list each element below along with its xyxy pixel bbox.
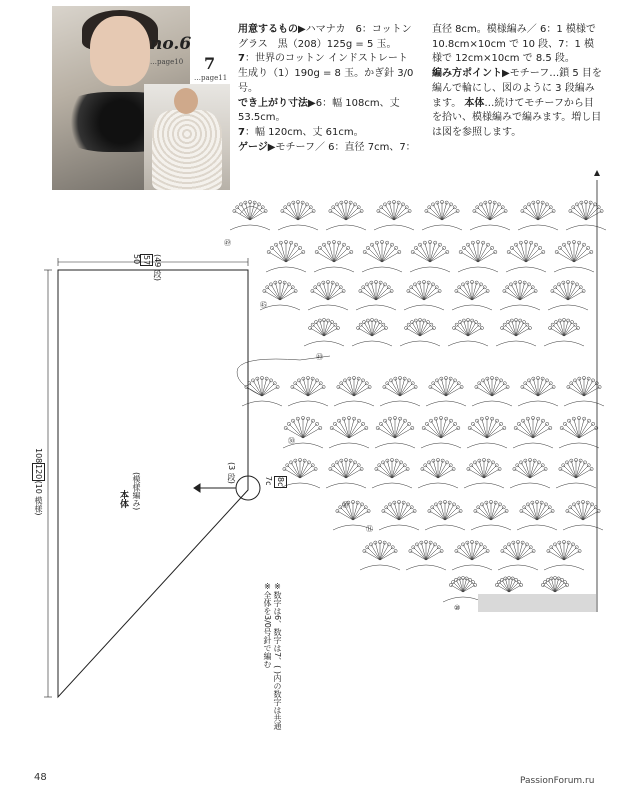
picot bbox=[582, 243, 585, 246]
picot bbox=[438, 243, 441, 246]
chain-loop bbox=[375, 443, 415, 448]
footnote-hook: ※全体を3/0号針で編む bbox=[263, 582, 272, 668]
chain-loop bbox=[452, 305, 492, 310]
picot bbox=[274, 243, 277, 246]
picot bbox=[597, 509, 600, 512]
size-label: でき上がり寸法▶ bbox=[238, 97, 316, 109]
chain-loop bbox=[326, 483, 366, 488]
chain-loop bbox=[443, 597, 483, 602]
picot bbox=[587, 377, 590, 380]
picot bbox=[318, 246, 321, 249]
picot bbox=[524, 206, 527, 209]
site-watermark: PassionForum.ru bbox=[520, 776, 595, 786]
chain-loop bbox=[510, 483, 550, 488]
chain-loop bbox=[513, 443, 553, 448]
materials-text: ハマナカ 6：コットングラス 黒（208）125g = 5 玉。 bbox=[238, 24, 412, 50]
picot bbox=[462, 246, 465, 249]
motif-size-label-7 bbox=[276, 476, 285, 488]
picot bbox=[380, 206, 383, 209]
picot bbox=[541, 201, 544, 204]
left-height-6: 108 bbox=[34, 448, 43, 464]
picot bbox=[532, 549, 535, 552]
picot bbox=[562, 243, 565, 246]
row-marker: ⑪ bbox=[366, 525, 373, 533]
picot bbox=[244, 201, 247, 204]
page-number: 48 bbox=[34, 772, 47, 783]
gauge-text: モチーフ／ 6：直径 7cm、7： bbox=[275, 141, 416, 153]
size-text-7: ：幅 120cm、丈 61cm。 bbox=[244, 126, 364, 138]
chain-loop bbox=[288, 401, 328, 406]
motif-size-6: 7c bbox=[264, 476, 273, 486]
body-label: 本体 bbox=[118, 490, 128, 508]
chain-loop bbox=[452, 565, 492, 570]
top-width-6: 50 bbox=[132, 254, 141, 265]
left-height-rows: (10 模様) bbox=[34, 480, 43, 516]
picot bbox=[514, 243, 517, 246]
size-text-6: 6：幅 108cm、丈 53.5cm。 bbox=[238, 97, 400, 124]
left-height-label bbox=[33, 448, 44, 516]
chain-loop bbox=[400, 341, 440, 346]
chain-loop bbox=[425, 525, 465, 530]
chain-loop bbox=[544, 565, 584, 570]
points-body-text: …続けてモチーフから目を拾い、模様編みで編みます。増し目は図を参照します。 bbox=[432, 97, 602, 138]
picot bbox=[533, 459, 536, 462]
chain-loop bbox=[266, 267, 306, 272]
left-height-7: 120 bbox=[34, 464, 43, 480]
chain-loop bbox=[518, 225, 558, 230]
picot bbox=[575, 203, 578, 206]
picot bbox=[305, 203, 308, 206]
chain-loop bbox=[362, 267, 402, 272]
picot bbox=[405, 206, 408, 209]
page-ref-11: …page11 bbox=[194, 74, 228, 82]
picot bbox=[357, 206, 360, 209]
chain-loop bbox=[422, 225, 462, 230]
picot bbox=[540, 501, 543, 504]
pattern-number-6: no.6 bbox=[150, 34, 192, 54]
chain-loop bbox=[548, 305, 588, 310]
materials-label: 用意するもの▶ bbox=[238, 24, 306, 35]
picot bbox=[353, 203, 356, 206]
chain-loop bbox=[471, 525, 511, 530]
picot bbox=[418, 243, 421, 246]
chain-loop bbox=[278, 225, 318, 230]
chain-loop bbox=[559, 443, 599, 448]
footnote-numbers: ※数字は6、数字は7、( )内の数字は共通 bbox=[273, 582, 282, 730]
picot bbox=[542, 250, 545, 253]
chain-loop bbox=[230, 225, 270, 230]
picot bbox=[335, 203, 338, 206]
picot bbox=[370, 243, 373, 246]
picot bbox=[600, 209, 603, 212]
picot bbox=[593, 203, 596, 206]
picot bbox=[257, 203, 260, 206]
picot bbox=[527, 203, 530, 206]
picot bbox=[590, 250, 593, 253]
picot bbox=[587, 246, 590, 249]
picot bbox=[486, 243, 489, 246]
chain-loop bbox=[448, 341, 488, 346]
row-marker: ㊾ bbox=[224, 239, 231, 247]
picot bbox=[552, 209, 555, 212]
size-label-7: 7 bbox=[238, 126, 245, 138]
picot bbox=[366, 246, 369, 249]
row-marker: ㉚ bbox=[288, 437, 295, 445]
picot bbox=[390, 243, 393, 246]
picot bbox=[534, 289, 537, 292]
points-label: 編み方ポイント▶ bbox=[432, 68, 510, 80]
picot bbox=[528, 326, 531, 329]
motif-size-label bbox=[264, 476, 273, 486]
picot bbox=[347, 246, 350, 249]
picot bbox=[557, 577, 560, 580]
top-rows-label: (49 段) bbox=[153, 254, 162, 281]
picot bbox=[332, 206, 335, 209]
picot bbox=[395, 246, 398, 249]
row-marker: ㊵ bbox=[316, 353, 323, 361]
chain-loop bbox=[517, 525, 557, 530]
picot bbox=[578, 549, 581, 552]
chain-loop bbox=[518, 401, 558, 406]
chain-loop bbox=[566, 225, 606, 230]
chain-loop bbox=[352, 341, 392, 346]
chain-loop bbox=[500, 305, 540, 310]
picot bbox=[239, 203, 242, 206]
picot bbox=[582, 289, 585, 292]
picot bbox=[476, 206, 479, 209]
picot bbox=[590, 467, 593, 470]
materials-text-7: ：世界のコットン インドストレート 生成り（1）190g = 8 玉。かぎ針 3/0 号。 bbox=[238, 53, 418, 94]
picot bbox=[497, 203, 500, 206]
motif-rows-label: (3 段) bbox=[227, 462, 236, 484]
picot bbox=[491, 246, 494, 249]
picot bbox=[597, 206, 600, 209]
chain-loop bbox=[334, 401, 374, 406]
chain-loop bbox=[418, 483, 458, 488]
picot bbox=[401, 203, 404, 206]
chain-loop bbox=[360, 565, 400, 570]
picot bbox=[534, 243, 537, 246]
chain-loop bbox=[498, 565, 538, 570]
chain-loop bbox=[356, 305, 396, 310]
picot bbox=[552, 385, 555, 388]
chain-loop bbox=[404, 305, 444, 310]
stitch-chart bbox=[230, 200, 606, 602]
chain-loop bbox=[472, 401, 512, 406]
pattern-number-7: 7 bbox=[204, 54, 216, 73]
chain-loop bbox=[410, 267, 450, 272]
chain-loop bbox=[464, 483, 504, 488]
chain-loop bbox=[380, 401, 420, 406]
picot bbox=[449, 203, 452, 206]
picot bbox=[549, 206, 552, 209]
chain-loop bbox=[544, 341, 584, 346]
picot bbox=[414, 246, 417, 249]
picot bbox=[595, 426, 598, 429]
chain-loop bbox=[326, 225, 366, 230]
picot bbox=[598, 385, 601, 388]
picot bbox=[342, 243, 345, 246]
body-sublabel: (模様編み) bbox=[132, 472, 141, 511]
motif-size-7: 8c bbox=[276, 477, 285, 487]
picot bbox=[236, 206, 239, 209]
picot bbox=[586, 501, 589, 504]
chain-loop bbox=[421, 443, 461, 448]
picot bbox=[270, 246, 273, 249]
picot bbox=[544, 467, 547, 470]
picot bbox=[566, 583, 569, 586]
chain-loop bbox=[426, 401, 466, 406]
points-text: モチーフ…鎖 5 目を編んで輪にし、図のように 3 段編みます。 bbox=[432, 68, 602, 109]
chain-loop bbox=[506, 267, 546, 272]
chain-loop bbox=[564, 401, 604, 406]
start-chain-shading bbox=[478, 594, 596, 612]
center-line bbox=[594, 170, 600, 612]
picot bbox=[287, 203, 290, 206]
page-ref-10: …page10 bbox=[150, 58, 184, 66]
picot bbox=[453, 206, 456, 209]
picot bbox=[479, 203, 482, 206]
picot bbox=[549, 426, 552, 429]
chain-loop bbox=[496, 341, 536, 346]
picot bbox=[551, 509, 554, 512]
picot bbox=[579, 459, 582, 462]
picot bbox=[546, 422, 549, 425]
picot bbox=[576, 326, 579, 329]
picot bbox=[589, 201, 592, 204]
top-width-label-7 bbox=[142, 254, 151, 266]
picot bbox=[592, 422, 595, 425]
picot bbox=[284, 206, 287, 209]
picot bbox=[541, 377, 544, 380]
chain-loop bbox=[470, 225, 510, 230]
picot bbox=[520, 583, 523, 586]
picot bbox=[383, 203, 386, 206]
connector-curve bbox=[237, 356, 330, 396]
chain-loop bbox=[554, 267, 594, 272]
chain-loop bbox=[308, 305, 348, 310]
chain-loop bbox=[372, 483, 412, 488]
picot bbox=[572, 206, 575, 209]
chain-loop bbox=[406, 565, 446, 570]
chain-loop bbox=[467, 443, 507, 448]
picot bbox=[523, 281, 526, 284]
picot bbox=[431, 203, 434, 206]
edge-curve bbox=[240, 206, 262, 214]
materials-label-7: 7 bbox=[238, 53, 245, 65]
chain-loop bbox=[329, 443, 369, 448]
picot bbox=[545, 203, 548, 206]
chain-loop bbox=[458, 267, 498, 272]
picot bbox=[466, 243, 469, 246]
picot bbox=[571, 281, 574, 284]
gauge-continued: 直径 8cm。模様編み／ 6：1 模様で 10.8cm×10cm で 10 段、7：1 模様で 12cm×10cm で 8.5 段。 bbox=[432, 24, 596, 65]
row-marker: ⑳ bbox=[342, 501, 349, 509]
picot bbox=[539, 246, 542, 249]
chain-loop bbox=[314, 267, 354, 272]
gauge-label: ゲージ▶ bbox=[238, 141, 276, 153]
picot bbox=[501, 206, 504, 209]
row-marker: ㊺ bbox=[260, 301, 267, 309]
picot bbox=[322, 243, 325, 246]
picot bbox=[443, 246, 446, 249]
picot bbox=[261, 206, 264, 209]
picot bbox=[428, 206, 431, 209]
chain-loop bbox=[374, 225, 414, 230]
chain-loop bbox=[304, 341, 344, 346]
chain-loop bbox=[379, 525, 419, 530]
chain-loop bbox=[556, 483, 596, 488]
points-body-label: 本体 bbox=[464, 97, 485, 109]
picot bbox=[233, 209, 236, 212]
picot bbox=[299, 246, 302, 249]
top-width-7: 57 bbox=[142, 255, 151, 266]
picot bbox=[309, 206, 312, 209]
row-marker: ⑩ bbox=[454, 604, 461, 612]
picot bbox=[294, 243, 297, 246]
